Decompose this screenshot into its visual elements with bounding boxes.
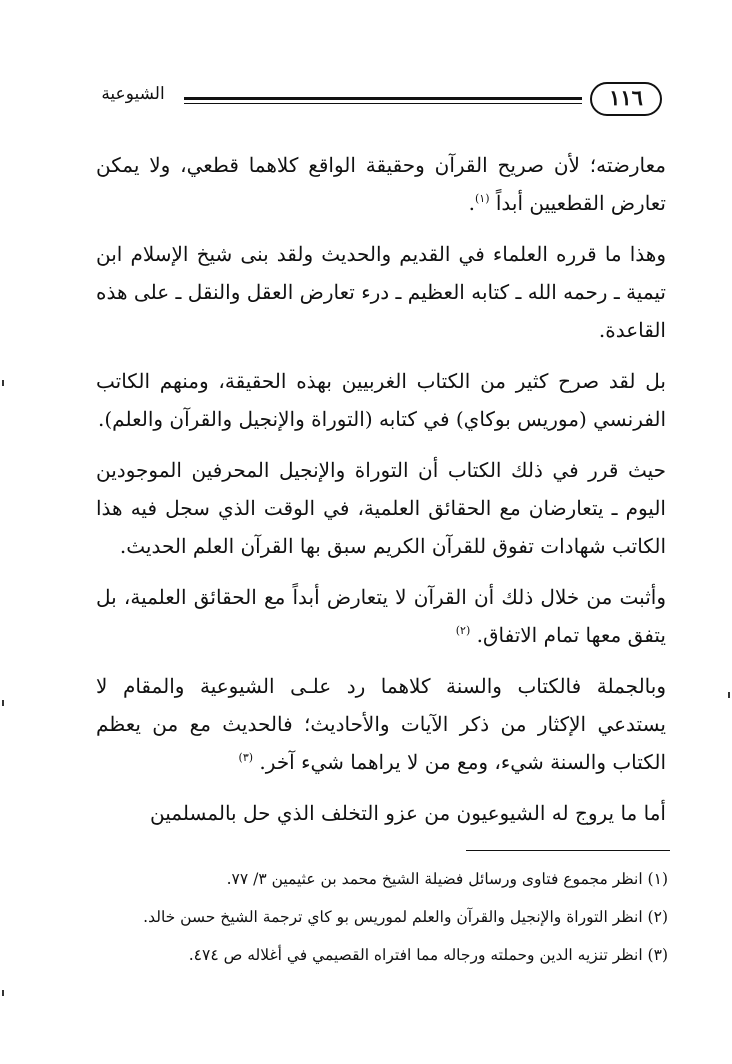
paragraph <box>96 362 666 438</box>
scan-mark <box>728 692 730 698</box>
main-text <box>96 146 666 845</box>
paragraph-text: معارضته؛ لأن صريح القرآن وحقيقة الواقع كلاهما قطعي، ولا يمكن تعارض القطعيين أبداً <box>96 153 666 215</box>
running-title: الشيوعية <box>101 84 165 104</box>
paragraph <box>96 794 666 832</box>
paragraph-text: وهذا ما قرره العلماء في القديم والحديث ولقد بنى شيخ الإسلام ابن تيمية ـ رحمه الله ـ كتابه العظيم ـ درء تعارض العقل والنقل ـ على هذه القاعدة. <box>96 242 666 342</box>
footnote-separator <box>466 850 670 851</box>
paragraph-text: وبالجملة فالكتاب والسنة كلاهما رد علـى الشيوعية والمقام لا يستدعي الإكثار من ذكر الآيات والأحاديث؛ فالحديث مع من يعظم الكتاب والسنة شيء، ومع من لا يراهما شيء آخر. <box>96 674 666 774</box>
paragraph <box>96 667 666 781</box>
scan-mark <box>2 990 4 996</box>
footnote-ref: (٢) <box>455 624 471 637</box>
paragraph <box>96 451 666 565</box>
page-header <box>88 74 670 120</box>
paragraph-end: . <box>468 191 475 215</box>
footnote-ref: (٣) <box>238 751 254 764</box>
paragraph-text: بل لقد صرح كثير من الكتاب الغربيين بهذه الحقيقة، ومنهم الكاتب الفرنسي (موريس بوكاي) في كتابه (التوراة والإنجيل والقرآن والعلم). <box>96 369 666 431</box>
paragraph <box>96 146 666 222</box>
footnote: (١) انظر مجموع فتاوى ورسائل فضيلة الشيخ محمد بن عثيمين ٣/ ٧٧. <box>226 870 668 888</box>
paragraph <box>96 235 666 349</box>
footnotes <box>96 864 668 978</box>
paragraph-text: وأثبت من خلال ذلك أن القرآن لا يتعارض أبداً مع الحقائق العلمية، بل يتفق معها تمام الاتفاق. <box>96 585 666 647</box>
scan-mark <box>2 700 4 706</box>
paragraph-text: حيث قرر في ذلك الكتاب أن التوراة والإنجيل المحرفين الموجودين اليوم ـ يتعارضان مع الحقائق العلمية، في الوقت الذي سجل فيه هذا الكاتب شهادات تفوق للقرآن الكريم سبق بها القرآن العلم الحديث. <box>96 458 666 558</box>
paragraph <box>96 578 666 654</box>
footnote-ref: (١) <box>474 192 490 205</box>
footnote: (٣) انظر تنزيه الدين وحملته ورجاله مما افتراه القصيمي في أغلاله ص ٤٧٤. <box>188 946 668 964</box>
header-rule-thin <box>184 103 582 104</box>
paragraph-text: أما ما يروج له الشيوعيون من عزو التخلف الذي حل بالمسلمين <box>150 801 666 825</box>
scan-mark <box>2 380 4 386</box>
footnote: (٢) انظر التوراة والإنجيل والقرآن والعلم لموريس بو كاي ترجمة الشيخ حسن خالد. <box>143 908 668 926</box>
header-rule-thick <box>184 97 582 100</box>
page-number: ١١٦ <box>590 82 662 116</box>
